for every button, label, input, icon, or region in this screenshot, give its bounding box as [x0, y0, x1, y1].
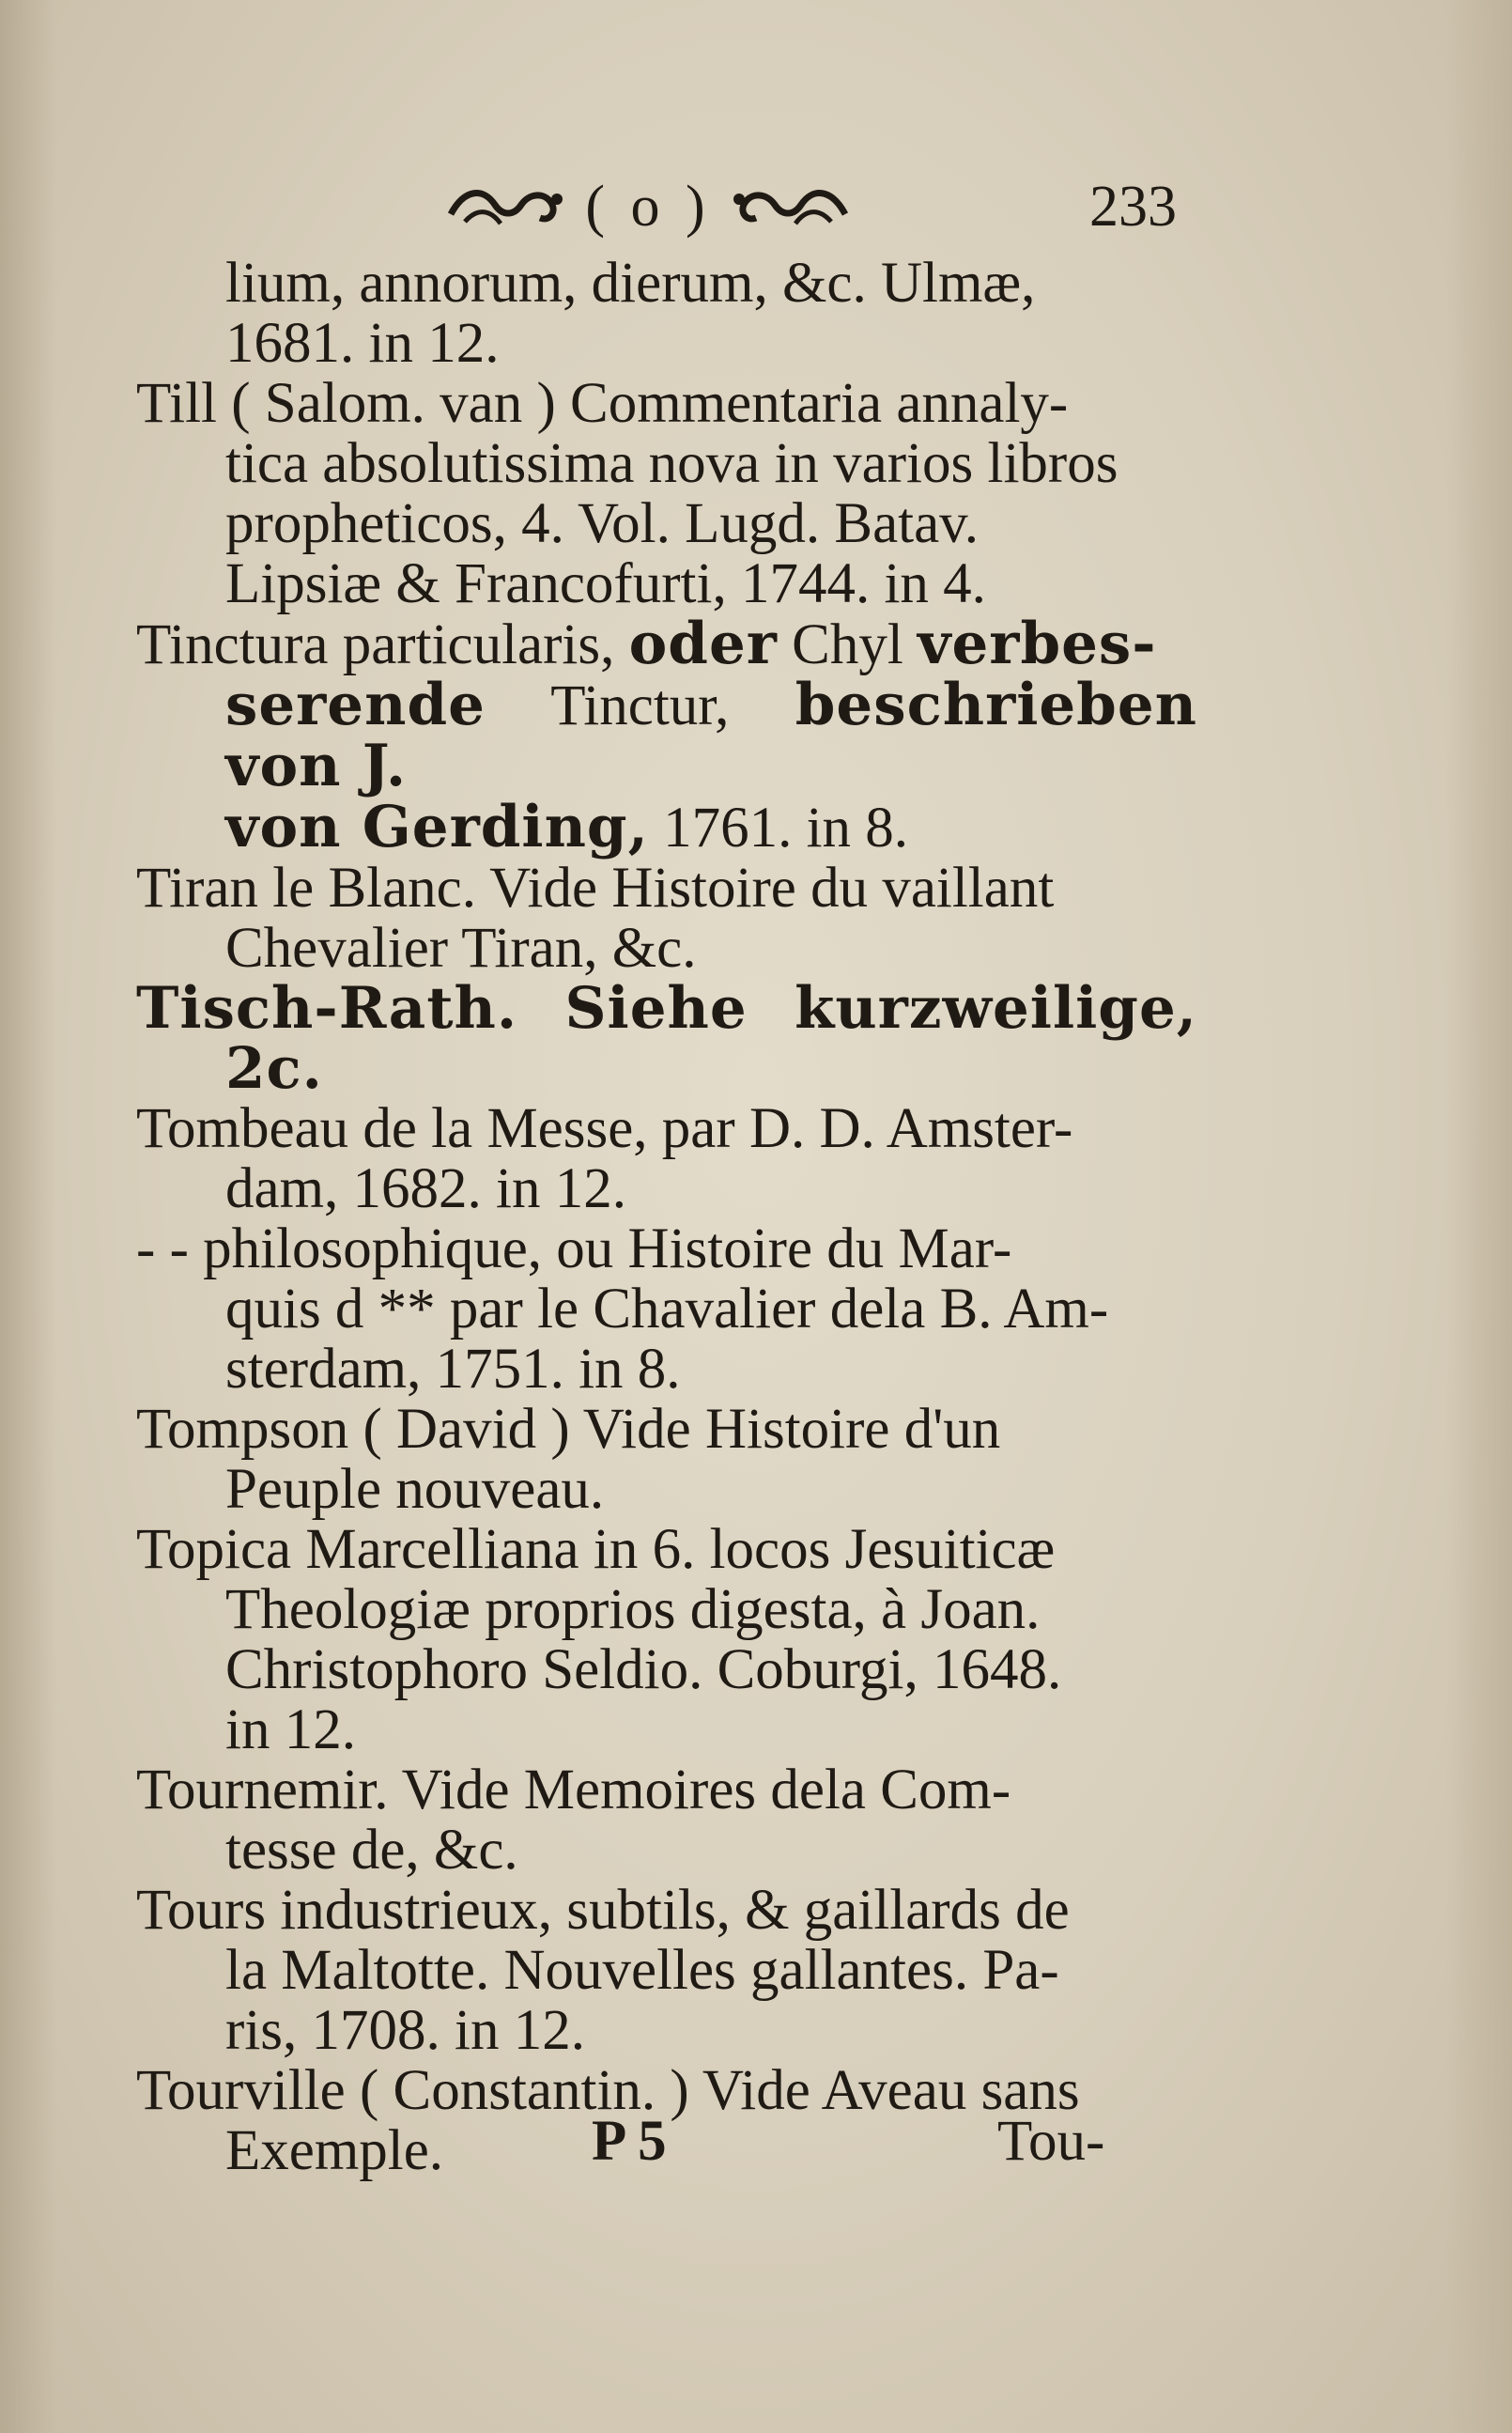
index-entry: Topica Marcelliana in 6. locos Jesuiticæ Theologiæ proprios digesta, à Joan. Christophoro Seldio. Coburgi, 1648. in 12. — [136, 1518, 1062, 1761]
index-entry — [136, 611, 1197, 860]
entry-text: Chyl — [792, 613, 903, 676]
entry-text: 1761. in 8. — [663, 797, 909, 860]
index-entry: Till ( Salom. van ) Commentaria annaly- tica absolutissima nova in varios libros prophеticos, 4. Vol. Lugd. Batav. Lipsiæ & Francofurti, 1744. in 4. — [136, 372, 1119, 615]
page-number: 233 — [1089, 175, 1177, 239]
index-entry: lium, annorum, dierum, &c. Ulmæ, 1681. in 12. — [225, 252, 1036, 375]
page-edge-shadow-left — [0, 0, 56, 2433]
signature-mark: P 5 — [592, 2110, 667, 2173]
left-fleuron-icon — [446, 178, 568, 235]
index-entry: Tompson ( David ) Vide Histoire d'un Peuple nouveau. — [136, 1398, 1001, 1521]
right-fleuron-icon — [728, 178, 850, 235]
header-signature: ( o ) — [585, 174, 711, 239]
running-header — [0, 164, 1512, 249]
gothic-text: beschrieben von J. von Gerding, — [225, 672, 1197, 860]
index-entry: Tournemir. Vide Memoires dela Com- tesse de, &c. — [136, 1759, 1011, 1882]
page-footer — [0, 2109, 1512, 2184]
page-edge-shadow-right — [1446, 0, 1512, 2433]
entry-text: Tinctura particularis, — [136, 613, 615, 676]
gothic-text: verbes- serende — [225, 611, 1157, 738]
index-entry: Tiran le Blanc. Vide Histoire du vaillant Chevalier Tiran, &c. — [136, 857, 1055, 980]
catchword: Tou- — [997, 2110, 1105, 2173]
entry-text: Tinctur, — [550, 674, 730, 737]
header-ornament-group — [432, 164, 864, 249]
index-entries — [136, 254, 1197, 2181]
index-entry-gothic: Tisch-Rath. Siehe kurzweilige, 2c. — [136, 975, 1197, 1102]
index-entry: Tombeau de la Messe, par D. D. Amster- dam, 1682. in 12. — [136, 1097, 1073, 1220]
index-entry: - - philosophique, ou Histoire du Mar- quis d ** par le Chavalier dela B. Am- sterdam, 1751. in 8. — [136, 1217, 1109, 1401]
index-entry: Tours industrieux, subtils, & gaillards de la Maltotte. Nouvelles gallantes. Pa- ris, 1708. in 12. — [136, 1879, 1070, 2062]
gothic-text: oder — [628, 611, 778, 677]
index-entry: Tourville ( Constantin. ) Vide Aveau sans Exemple. — [136, 2059, 1080, 2182]
